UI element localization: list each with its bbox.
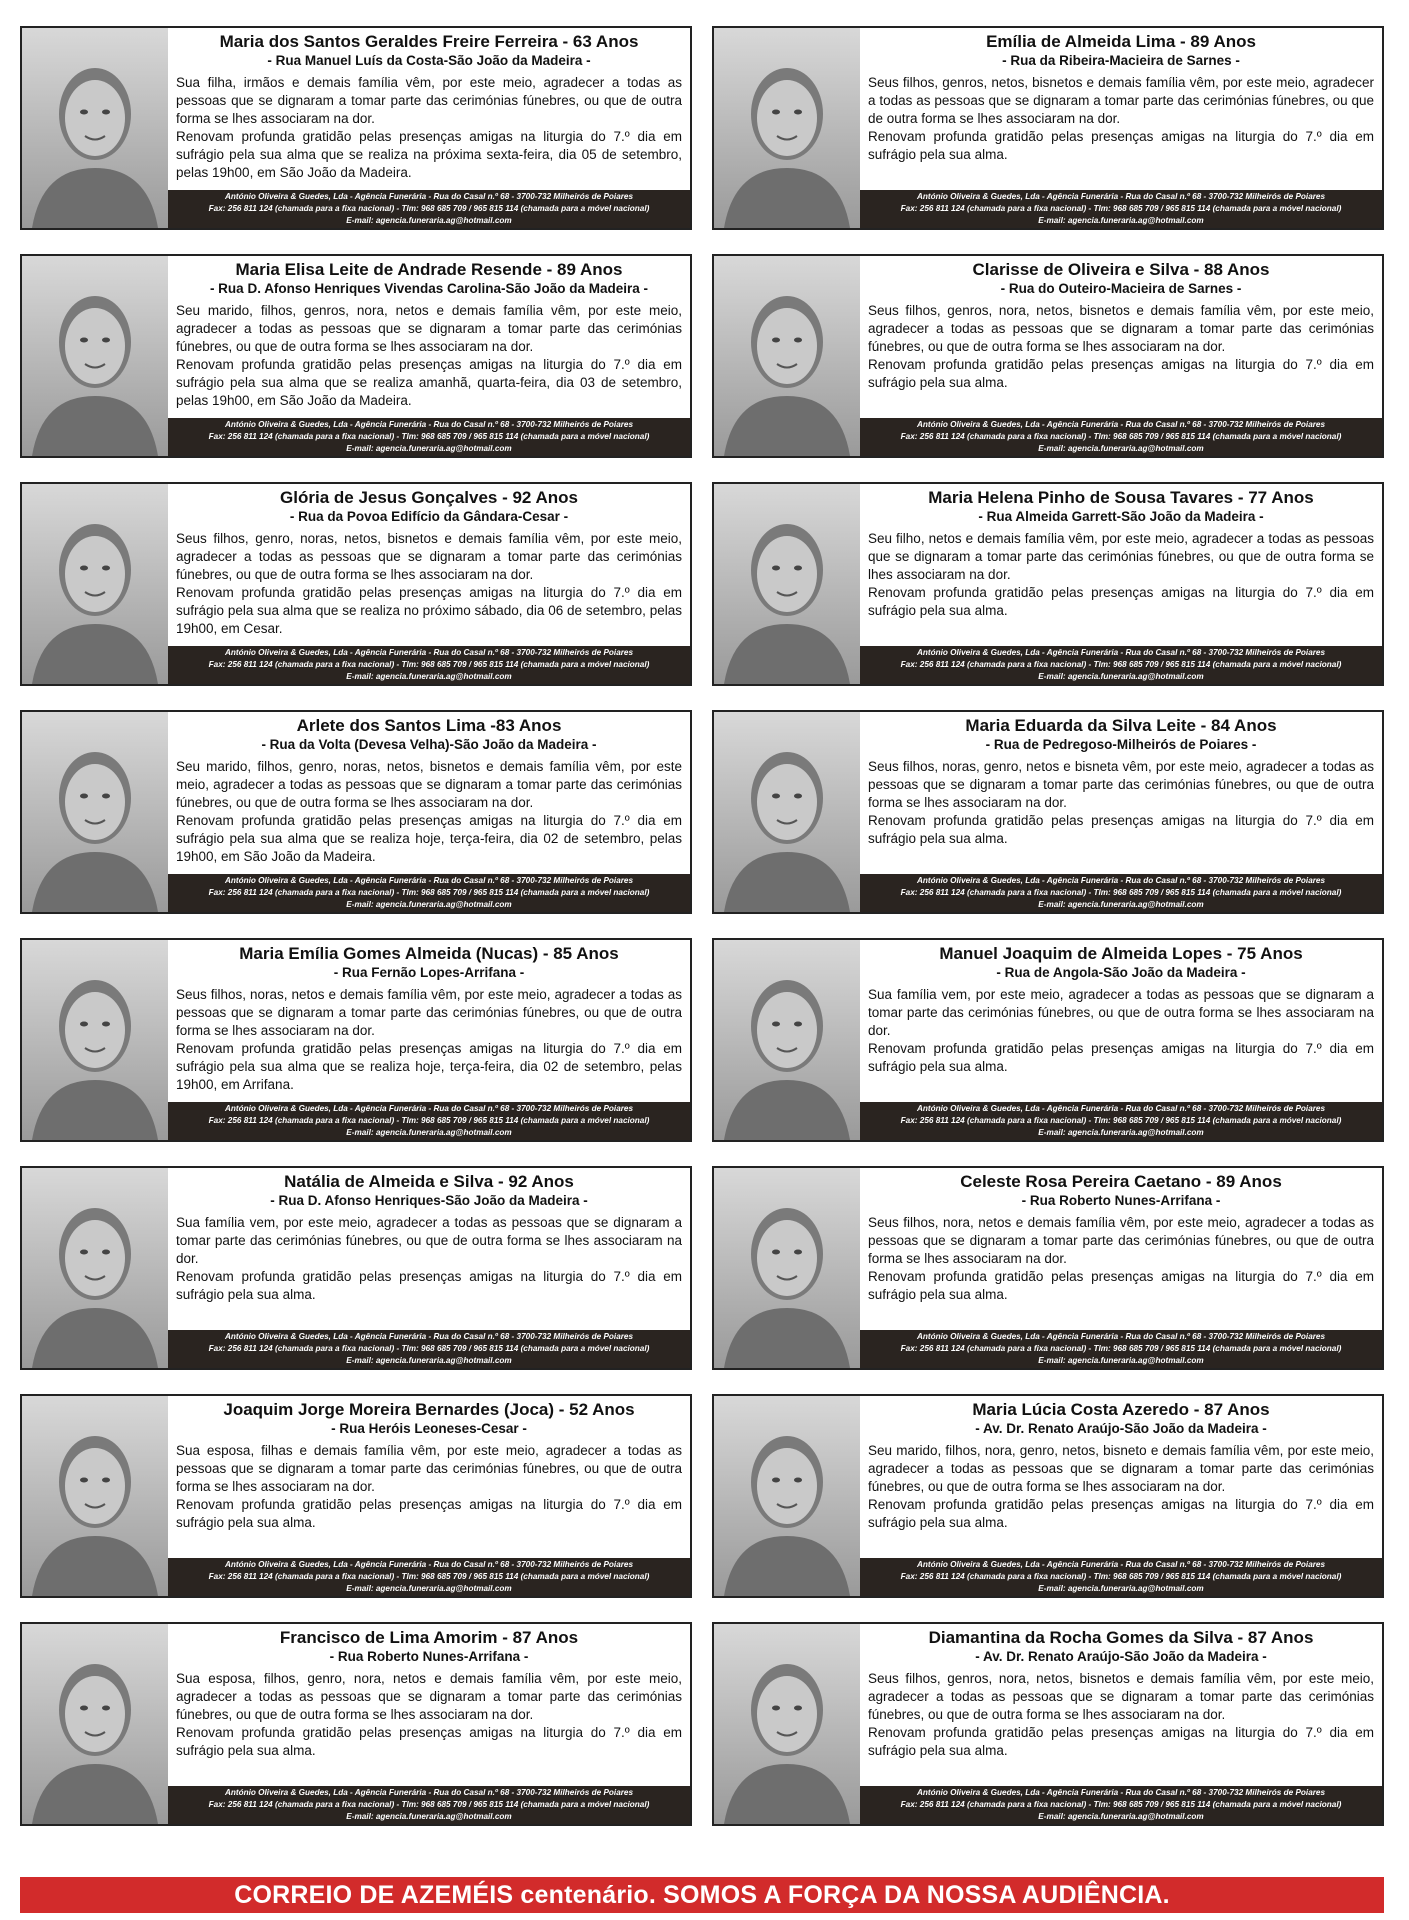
agency-footer-line1: António Oliveira & Guedes, Lda - Agência Funerária - Rua do Casal n.º 68 - 3700-732 Milheirós de Poiares (916, 1788, 1326, 1797)
deceased-name: Glória de Jesus Gonçalves - 92 Anos (280, 488, 578, 507)
agency-footer-line1: António Oliveira & Guedes, Lda - Agência Funerária - Rua do Casal n.º 68 - 3700-732 Milheirós de Poiares (916, 192, 1326, 201)
deceased-name: Maria dos Santos Geraldes Freire Ferreira - 63 Anos (219, 32, 639, 51)
portrait-photo (22, 940, 168, 1140)
agency-footer-line3: E-mail: agencia.funeraria.ag@hotmail.com (1038, 1356, 1204, 1365)
agency-footer (168, 1330, 690, 1368)
obituary-card (712, 26, 1384, 230)
agency-footer-line3: E-mail: agencia.funeraria.ag@hotmail.com (1038, 444, 1204, 453)
obituary-text (860, 712, 1382, 874)
obituary-card (20, 710, 692, 914)
obituary-content (860, 256, 1382, 456)
agency-footer-line1: António Oliveira & Guedes, Lda - Agência Funerária - Rua do Casal n.º 68 - 3700-732 Milheirós de Poiares (224, 648, 634, 657)
deceased-name: Maria Lúcia Costa Azeredo - 87 Anos (972, 1400, 1270, 1419)
obituary-paragraph: Renovam profunda gratidão pelas presenças amigas na liturgia do 7.º dia em sufrágio pela sua alma que se realiza no próximo sábado, dia 06 de setembro, pelas 19h00, em Cesar. (176, 585, 682, 636)
agency-footer-line3: E-mail: agencia.funeraria.ag@hotmail.com (346, 900, 512, 909)
agency-footer (860, 418, 1382, 456)
deceased-name: Celeste Rosa Pereira Caetano - 89 Anos (960, 1172, 1282, 1191)
obituary-text (860, 940, 1382, 1102)
deceased-name: Emília de Almeida Lima - 89 Anos (986, 32, 1256, 51)
agency-footer-line3: E-mail: agencia.funeraria.ag@hotmail.com (1038, 1128, 1204, 1137)
obituary-paragraph: Seus filhos, genro, noras, netos, bisnetos e demais família vêm, por este meio, agradecer a todas as pessoas que se dignaram a tomar parte das cerimónias fúnebres, ou que de outra forma se lhes associaram na dor. (176, 531, 682, 582)
obituary-text (168, 1624, 690, 1786)
obituary-text (168, 256, 690, 418)
obituary-paragraph: Renovam profunda gratidão pelas presenças amigas na liturgia do 7.º dia em sufrágio pela sua alma. (868, 357, 1374, 390)
obituary-paragraph: Seu filho, netos e demais família vêm, por este meio, agradecer a todas as pessoas que se dignaram a tomar parte das cerimónias fúnebres, ou que de outra forma se lhes associaram na dor. (868, 531, 1374, 582)
agency-footer-line3: E-mail: agencia.funeraria.ag@hotmail.com (1038, 900, 1204, 909)
deceased-address: - Rua Almeida Garrett-São João da Madeira - (978, 509, 1264, 524)
obituary-text (860, 1396, 1382, 1558)
obituary-content (860, 940, 1382, 1140)
obituary-text (860, 1168, 1382, 1330)
obituary-content (168, 1396, 690, 1596)
portrait-photo (714, 1396, 860, 1596)
agency-footer (860, 1102, 1382, 1140)
obituary-content (168, 712, 690, 912)
agency-footer-line1: António Oliveira & Guedes, Lda - Agência Funerária - Rua do Casal n.º 68 - 3700-732 Milheirós de Poiares (224, 1560, 634, 1569)
agency-footer-line1: António Oliveira & Guedes, Lda - Agência Funerária - Rua do Casal n.º 68 - 3700-732 Milheirós de Poiares (224, 1332, 634, 1341)
obituary-card (712, 1394, 1384, 1598)
deceased-address: - Rua Manuel Luís da Costa-São João da Madeira - (267, 53, 591, 68)
obituary-text (168, 1396, 690, 1558)
deceased-address: - Rua da Povoa Edifício da Gândara-Cesar - (289, 509, 569, 524)
obituary-text (860, 484, 1382, 646)
obituary-paragraph: Renovam profunda gratidão pelas presenças amigas na liturgia do 7.º dia em sufrágio pela sua alma. (868, 813, 1374, 846)
deceased-address: - Rua de Angola-São João da Madeira - (996, 965, 1246, 980)
obituary-content (860, 28, 1382, 228)
agency-footer-line3: E-mail: agencia.funeraria.ag@hotmail.com (1038, 1584, 1204, 1593)
agency-footer-line2: Fax: 256 811 124 (chamada para a fixa nacional) - Tlm: 968 685 709 / 965 815 114 (chamada para a móvel nacional) (208, 432, 650, 441)
agency-footer-line3: E-mail: agencia.funeraria.ag@hotmail.com (1038, 216, 1204, 225)
obituary-paragraph: Seu marido, filhos, nora, genro, netos, bisneto e demais família vêm, por este meio, agradecer a todas as pessoas que se dignaram a tomar parte das cerimónias fúnebres, ou que de outra forma se lhes associaram na dor. (868, 1443, 1374, 1494)
obituary-content (168, 940, 690, 1140)
agency-footer-line2: Fax: 256 811 124 (chamada para a fixa nacional) - Tlm: 968 685 709 / 965 815 114 (chamada para a móvel nacional) (900, 432, 1342, 441)
obituary-paragraph: Renovam profunda gratidão pelas presenças amigas na liturgia do 7.º dia em sufrágio pela sua alma. (176, 1497, 682, 1530)
agency-footer-line1: António Oliveira & Guedes, Lda - Agência Funerária - Rua do Casal n.º 68 - 3700-732 Milheirós de Poiares (916, 1560, 1326, 1569)
portrait-photo (714, 1168, 860, 1368)
deceased-address: - Rua Fernão Lopes-Arrifana - (333, 965, 525, 980)
deceased-name: Diamantina da Rocha Gomes da Silva - 87 Anos (928, 1628, 1314, 1647)
agency-footer (860, 1330, 1382, 1368)
agency-footer-line2: Fax: 256 811 124 (chamada para a fixa nacional) - Tlm: 968 685 709 / 965 815 114 (chamada para a móvel nacional) (900, 888, 1342, 897)
obituary-paragraph: Sua esposa, filhos, genro, nora, netos e demais família vêm, por este meio, agradecer a todas as pessoas que se dignaram a tomar parte das cerimónias fúnebres, ou que de outra forma se lhes associaram na dor. (176, 1671, 682, 1722)
deceased-address: - Rua da Volta (Devesa Velha)-São João da Madeira - (261, 737, 597, 752)
deceased-name: Francisco de Lima Amorim - 87 Anos (279, 1628, 579, 1647)
bottom-banner: CORREIO DE AZEMÉIS centenário. SOMOS A FORÇA DA NOSSA AUDIÊNCIA. (20, 1877, 1384, 1913)
agency-footer-line1: António Oliveira & Guedes, Lda - Agência Funerária - Rua do Casal n.º 68 - 3700-732 Milheirós de Poiares (916, 420, 1326, 429)
obituary-card (712, 254, 1384, 458)
agency-footer-line2: Fax: 256 811 124 (chamada para a fixa nacional) - Tlm: 968 685 709 / 965 815 114 (chamada para a móvel nacional) (900, 1116, 1342, 1125)
agency-footer-line1: António Oliveira & Guedes, Lda - Agência Funerária - Rua do Casal n.º 68 - 3700-732 Milheirós de Poiares (224, 192, 634, 201)
agency-footer (168, 1786, 690, 1824)
agency-footer-line1: António Oliveira & Guedes, Lda - Agência Funerária - Rua do Casal n.º 68 - 3700-732 Milheirós de Poiares (224, 1788, 634, 1797)
obituary-text (860, 256, 1382, 418)
obituary-paragraph: Seus filhos, genros, nora, netos, bisnetos e demais família vêm, por este meio, agradecer a todas as pessoas que se dignaram a tomar parte das cerimónias fúnebres, ou que de outra forma se lhes associaram na dor. (868, 1671, 1374, 1722)
obituary-text (860, 28, 1382, 190)
obituary-card (20, 482, 692, 686)
obituary-paragraph: Sua filha, irmãos e demais família vêm, por este meio, agradecer a todas as pessoas que se dignaram a tomar parte das cerimónias fúnebres, ou que de outra forma se lhes associaram na dor. (176, 75, 682, 126)
deceased-address: - Rua Roberto Nunes-Arrifana - (329, 1649, 529, 1664)
deceased-name: Manuel Joaquim de Almeida Lopes - 75 Anos (939, 944, 1303, 963)
obituary-paragraph: Sua família vem, por este meio, agradecer a todas as pessoas que se dignaram a tomar parte das cerimónias fúnebres, ou que de outra forma se lhes associaram na dor. (176, 1215, 682, 1266)
obituary-paragraph: Renovam profunda gratidão pelas presenças amigas na liturgia do 7.º dia em sufrágio pela sua alma que se realiza hoje, terça-feira, dia 02 de setembro, pelas 19h00, em Arrifana. (176, 1041, 682, 1092)
agency-footer-line3: E-mail: agencia.funeraria.ag@hotmail.com (1038, 672, 1204, 681)
obituary-paragraph: Seu marido, filhos, genro, noras, netos, bisnetos e demais família vêm, por este meio, agradecer a todas as pessoas que se dignaram a tomar parte das cerimónias fúnebres, ou que de outra forma se lhes associaram na dor. (176, 759, 682, 810)
agency-footer-line1: António Oliveira & Guedes, Lda - Agência Funerária - Rua do Casal n.º 68 - 3700-732 Milheirós de Poiares (224, 876, 634, 885)
obituary-paragraph: Sua família vem, por este meio, agradecer a todas as pessoas que se dignaram a tomar parte das cerimónias fúnebres, ou que de outra forma se lhes associaram na dor. (868, 987, 1374, 1038)
agency-footer-line3: E-mail: agencia.funeraria.ag@hotmail.com (346, 1812, 512, 1821)
obituary-card (20, 1166, 692, 1370)
deceased-name: Maria Helena Pinho de Sousa Tavares - 77 Anos (928, 488, 1314, 507)
agency-footer (860, 1558, 1382, 1596)
obituary-paragraph: Seus filhos, noras, netos e demais família vêm, por este meio, agradecer a todas as pessoas que se dignaram a tomar parte das cerimónias fúnebres, ou que de outra forma se lhes associaram na dor. (176, 987, 682, 1038)
portrait-photo (22, 1624, 168, 1824)
agency-footer-line2: Fax: 256 811 124 (chamada para a fixa nacional) - Tlm: 968 685 709 / 965 815 114 (chamada para a móvel nacional) (208, 888, 650, 897)
obituary-text (168, 28, 690, 190)
agency-footer-line1: António Oliveira & Guedes, Lda - Agência Funerária - Rua do Casal n.º 68 - 3700-732 Milheirós de Poiares (224, 1104, 634, 1113)
obituary-card (712, 1166, 1384, 1370)
obituary-card (20, 26, 692, 230)
agency-footer-line3: E-mail: agencia.funeraria.ag@hotmail.com (346, 1128, 512, 1137)
portrait-photo (22, 484, 168, 684)
obituary-paragraph: Sua esposa, filhas e demais família vêm, por este meio, agradecer a todas as pessoas que se dignaram a tomar parte das cerimónias fúnebres, ou que de outra forma se lhes associaram na dor. (176, 1443, 682, 1494)
deceased-address: - Rua Roberto Nunes-Arrifana - (1021, 1193, 1221, 1208)
deceased-name: Arlete dos Santos Lima -83 Anos (296, 716, 562, 735)
deceased-address: - Rua D. Afonso Henriques-São João da Madeira - (270, 1193, 588, 1208)
deceased-name: Joaquim Jorge Moreira Bernardes (Joca) - 52 Anos (223, 1400, 635, 1419)
obituary-content (168, 1624, 690, 1824)
agency-footer-line2: Fax: 256 811 124 (chamada para a fixa nacional) - Tlm: 968 685 709 / 965 815 114 (chamada para a móvel nacional) (900, 204, 1342, 213)
portrait-photo (22, 1168, 168, 1368)
obituary-paragraph: Renovam profunda gratidão pelas presenças amigas na liturgia do 7.º dia em sufrágio pela sua alma. (176, 1725, 682, 1758)
agency-footer-line1: António Oliveira & Guedes, Lda - Agência Funerária - Rua do Casal n.º 68 - 3700-732 Milheirós de Poiares (916, 648, 1326, 657)
obituary-card (20, 254, 692, 458)
agency-footer-line1: António Oliveira & Guedes, Lda - Agência Funerária - Rua do Casal n.º 68 - 3700-732 Milheirós de Poiares (916, 1332, 1326, 1341)
obituary-card (20, 938, 692, 1142)
obituary-text (168, 940, 690, 1102)
portrait-photo (22, 256, 168, 456)
deceased-name: Clarisse de Oliveira e Silva - 88 Anos (972, 260, 1270, 279)
obituary-content (168, 484, 690, 684)
agency-footer (860, 646, 1382, 684)
obituary-content (860, 712, 1382, 912)
agency-footer-line2: Fax: 256 811 124 (chamada para a fixa nacional) - Tlm: 968 685 709 / 965 815 114 (chamada para a móvel nacional) (208, 1344, 650, 1353)
portrait-photo (22, 28, 168, 228)
obituary-paragraph: Renovam profunda gratidão pelas presenças amigas na liturgia do 7.º dia em sufrágio pela sua alma. (176, 1269, 682, 1302)
obituary-card (712, 482, 1384, 686)
obituary-paragraph: Renovam profunda gratidão pelas presenças amigas na liturgia do 7.º dia em sufrágio pela sua alma. (868, 1497, 1374, 1530)
agency-footer-line3: E-mail: agencia.funeraria.ag@hotmail.com (346, 444, 512, 453)
deceased-address: - Av. Dr. Renato Araújo-São João da Madeira - (975, 1421, 1267, 1436)
portrait-photo (22, 1396, 168, 1596)
agency-footer (860, 874, 1382, 912)
obituary-paragraph: Renovam profunda gratidão pelas presenças amigas na liturgia do 7.º dia em sufrágio pela sua alma. (868, 1269, 1374, 1302)
obituary-text (168, 484, 690, 646)
obituary-paragraph: Seus filhos, genros, nora, netos, bisnetos e demais família vêm, por este meio, agradecer a todas as pessoas que se dignaram a tomar parte das cerimónias fúnebres, ou que de outra forma se lhes associaram na dor. (868, 303, 1374, 354)
deceased-address: - Rua de Pedregoso-Milheirós de Poiares - (985, 737, 1257, 752)
agency-footer-line2: Fax: 256 811 124 (chamada para a fixa nacional) - Tlm: 968 685 709 / 965 815 114 (chamada para a móvel nacional) (208, 1572, 650, 1581)
deceased-name: Maria Eduarda da Silva Leite - 84 Anos (965, 716, 1277, 735)
agency-footer (168, 1558, 690, 1596)
agency-footer-line1: António Oliveira & Guedes, Lda - Agência Funerária - Rua do Casal n.º 68 - 3700-732 Milheirós de Poiares (916, 1104, 1326, 1113)
deceased-address: - Rua Heróis Leoneses-Cesar - (331, 1421, 527, 1436)
agency-footer-line2: Fax: 256 811 124 (chamada para a fixa nacional) - Tlm: 968 685 709 / 965 815 114 (chamada para a móvel nacional) (900, 660, 1342, 669)
portrait-photo (714, 940, 860, 1140)
deceased-address: - Av. Dr. Renato Araújo-São João da Madeira - (975, 1649, 1267, 1664)
portrait-photo (714, 28, 860, 228)
obituary-content (860, 1624, 1382, 1824)
agency-footer-line2: Fax: 256 811 124 (chamada para a fixa nacional) - Tlm: 968 685 709 / 965 815 114 (chamada para a móvel nacional) (900, 1800, 1342, 1809)
portrait-photo (714, 1624, 860, 1824)
obituary-paragraph: Renovam profunda gratidão pelas presenças amigas na liturgia do 7.º dia em sufrágio pela sua alma. (868, 1041, 1374, 1074)
agency-footer (168, 418, 690, 456)
obituary-content (860, 484, 1382, 684)
obituary-content (860, 1396, 1382, 1596)
obituary-paragraph: Renovam profunda gratidão pelas presenças amigas na liturgia do 7.º dia em sufrágio pela sua alma. (868, 585, 1374, 618)
obituary-card (712, 1622, 1384, 1826)
agency-footer-line2: Fax: 256 811 124 (chamada para a fixa nacional) - Tlm: 968 685 709 / 965 815 114 (chamada para a móvel nacional) (900, 1344, 1342, 1353)
deceased-name: Maria Emília Gomes Almeida (Nucas) - 85 Anos (239, 944, 619, 963)
obituary-content (860, 1168, 1382, 1368)
obituary-card (712, 710, 1384, 914)
agency-footer (168, 190, 690, 228)
deceased-address: - Rua D. Afonso Henriques Vivendas Carolina-São João da Madeira - (209, 281, 649, 296)
obituary-paragraph: Renovam profunda gratidão pelas presenças amigas na liturgia do 7.º dia em sufrágio pela sua alma. (868, 1725, 1374, 1758)
agency-footer-line3: E-mail: agencia.funeraria.ag@hotmail.com (346, 1356, 512, 1365)
obituary-text (168, 1168, 690, 1330)
agency-footer-line3: E-mail: agencia.funeraria.ag@hotmail.com (346, 216, 512, 225)
obituary-paragraph: Renovam profunda gratidão pelas presenças amigas na liturgia do 7.º dia em sufrágio pela sua alma que se realiza na próxima sexta-feira, dia 05 de setembro, pelas 19h00, em São João da Madeira. (176, 129, 682, 180)
obituary-card (20, 1394, 692, 1598)
obituary-text (168, 712, 690, 874)
obituary-card (712, 938, 1384, 1142)
obituary-text (860, 1624, 1382, 1786)
agency-footer (860, 190, 1382, 228)
portrait-photo (714, 484, 860, 684)
obituary-paragraph: Seus filhos, nora, netos e demais família vêm, por este meio, agradecer a todas as pessoas que se dignaram a tomar parte das cerimónias fúnebres, ou que de outra forma se lhes associaram na dor. (868, 1215, 1374, 1266)
agency-footer (860, 1786, 1382, 1824)
agency-footer-line2: Fax: 256 811 124 (chamada para a fixa nacional) - Tlm: 968 685 709 / 965 815 114 (chamada para a móvel nacional) (208, 1800, 650, 1809)
agency-footer-line1: António Oliveira & Guedes, Lda - Agência Funerária - Rua do Casal n.º 68 - 3700-732 Milheirós de Poiares (916, 876, 1326, 885)
obituary-paragraph: Renovam profunda gratidão pelas presenças amigas na liturgia do 7.º dia em sufrágio pela sua alma que se realiza hoje, terça-feira, dia 02 de setembro, pelas 19h00, em São João da Madeira. (176, 813, 682, 864)
portrait-photo (714, 256, 860, 456)
agency-footer (168, 1102, 690, 1140)
obituary-paragraph: Renovam profunda gratidão pelas presenças amigas na liturgia do 7.º dia em sufrágio pela sua alma. (868, 129, 1374, 162)
obituary-card (20, 1622, 692, 1826)
obituary-paragraph: Seus filhos, noras, genro, netos e bisneta vêm, por este meio, agradecer a todas as pessoas que se dignaram a tomar parte das cerimónias fúnebres, ou que de outra forma se lhes associaram na dor. (868, 759, 1374, 810)
agency-footer-line2: Fax: 256 811 124 (chamada para a fixa nacional) - Tlm: 968 685 709 / 965 815 114 (chamada para a móvel nacional) (208, 660, 650, 669)
deceased-address: - Rua da Ribeira-Macieira de Sarnes - (1002, 53, 1240, 68)
deceased-name: Maria Elisa Leite de Andrade Resende - 89 Anos (235, 260, 623, 279)
obituary-content (168, 28, 690, 228)
portrait-photo (714, 712, 860, 912)
deceased-address: - Rua do Outeiro-Macieira de Sarnes - (1000, 281, 1242, 296)
obituary-paragraph: Seus filhos, genros, netos, bisnetos e demais família vêm, por este meio, agradecer a todas as pessoas que se dignaram a tomar parte das cerimónias fúnebres, ou que de outra forma se lhes associaram na dor. (868, 75, 1374, 126)
agency-footer-line2: Fax: 256 811 124 (chamada para a fixa nacional) - Tlm: 968 685 709 / 965 815 114 (chamada para a móvel nacional) (208, 1116, 650, 1125)
agency-footer-line1: António Oliveira & Guedes, Lda - Agência Funerária - Rua do Casal n.º 68 - 3700-732 Milheirós de Poiares (224, 420, 634, 429)
obituary-content (168, 256, 690, 456)
obituary-paragraph: Seu marido, filhos, genros, nora, netos e demais família vêm, por este meio, agradecer a todas as pessoas que se dignaram a tomar parte das cerimónias fúnebres, ou que de outra forma se lhes associaram na dor. (176, 303, 682, 354)
agency-footer-line2: Fax: 256 811 124 (chamada para a fixa nacional) - Tlm: 968 685 709 / 965 815 114 (chamada para a móvel nacional) (900, 1572, 1342, 1581)
agency-footer-line3: E-mail: agencia.funeraria.ag@hotmail.com (1038, 1812, 1204, 1821)
obituary-paragraph: Renovam profunda gratidão pelas presenças amigas na liturgia do 7.º dia em sufrágio pela sua alma que se realiza amanhã, quarta-feira, dia 03 de setembro, pelas 19h00, em São João da Madeira. (176, 357, 682, 408)
agency-footer-line3: E-mail: agencia.funeraria.ag@hotmail.com (346, 1584, 512, 1593)
agency-footer (168, 874, 690, 912)
agency-footer (168, 646, 690, 684)
obituaries-grid (20, 26, 1384, 1826)
deceased-name: Natália de Almeida e Silva - 92 Anos (284, 1172, 574, 1191)
agency-footer-line2: Fax: 256 811 124 (chamada para a fixa nacional) - Tlm: 968 685 709 / 965 815 114 (chamada para a móvel nacional) (208, 204, 650, 213)
agency-footer-line3: E-mail: agencia.funeraria.ag@hotmail.com (346, 672, 512, 681)
portrait-photo (22, 712, 168, 912)
obituary-content (168, 1168, 690, 1368)
